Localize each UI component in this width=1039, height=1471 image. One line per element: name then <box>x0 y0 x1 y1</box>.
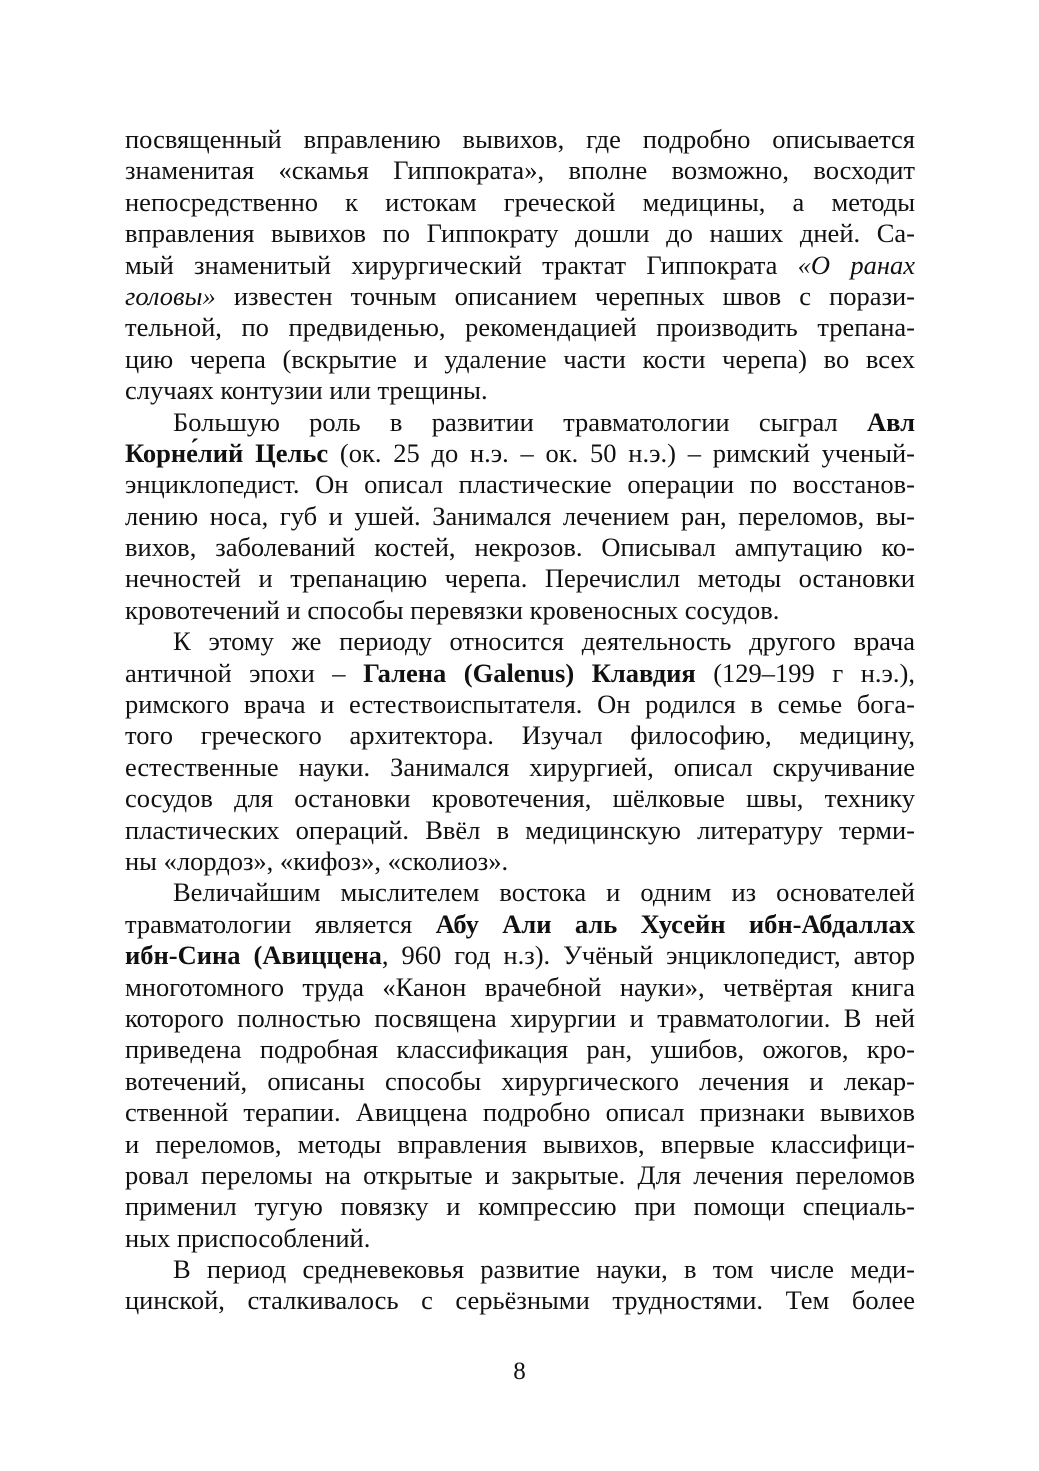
text-run: (ок. 25 до н.э. – ок. 50 н.э.) – римский ученый- <box>328 437 915 468</box>
text-line <box>125 1223 915 1254</box>
text-run: кровотечений и способы перевязки кровеносных сосудов. <box>125 594 780 625</box>
text-run: и переломов, методы вправления вывихов, впервые классифици- <box>125 1128 915 1159</box>
text-line <box>125 1097 915 1128</box>
text-run: приведена подробная классификация ран, ушибов, ожогов, кро- <box>125 1034 915 1065</box>
text-run: римского врача и естествоиспытателя. Он родился в семье бога- <box>125 689 915 720</box>
text-run: посвященный вправлению вывихов, где подробно описывается <box>125 124 915 154</box>
paragraph <box>125 877 915 1254</box>
text-line <box>125 689 915 720</box>
italic-text: «О ранах <box>797 249 915 280</box>
text-line <box>125 563 915 594</box>
text-line <box>125 1034 915 1065</box>
text-line <box>125 1254 915 1285</box>
text-line <box>125 783 915 814</box>
text-line <box>125 407 915 438</box>
text-run: применил тугую повязку и компрессию при помощи специаль- <box>125 1191 915 1222</box>
text-line <box>125 909 915 940</box>
text-line <box>125 469 915 500</box>
text-run: непосредственно к истокам греческой медицины, а методы <box>125 186 915 217</box>
paragraph <box>125 407 915 627</box>
text-run: многотомного труда «Канон врачебной науки», четвёртая книга <box>125 971 915 1002</box>
text-run: естественные науки. Занимался хирургией, описал скручивание <box>125 751 915 782</box>
text-line <box>125 344 915 375</box>
text-line <box>125 1191 915 1222</box>
text-run: цинской, сталкивалось с серьёзными трудностями. Тем более <box>125 1285 915 1316</box>
text-run: травматологии является <box>125 908 436 939</box>
text-line <box>125 1003 915 1034</box>
text-run: того греческого архитектора. Изучал философию, медицину, <box>125 720 915 751</box>
text-run: ровал переломы на открытые и закрытые. Для лечения переломов <box>125 1159 915 1190</box>
text-run: вотечений, описаны способы хирургического лечения и лекар- <box>125 1065 915 1096</box>
text-run: античной эпохи – <box>125 657 364 688</box>
text-run: (129–199 г н.э.), <box>695 657 915 688</box>
text-line <box>125 940 915 971</box>
text-line <box>125 1160 915 1191</box>
text-run: пластических операций. Ввёл в медицинскую литературу терми- <box>125 814 915 845</box>
paragraph <box>125 626 915 877</box>
text-line <box>125 281 915 312</box>
text-run: К этому же периоду относится деятельность другого врача <box>173 626 915 657</box>
text-run: которого полностью посвящена хирургии и травматологии. В ней <box>125 1002 915 1033</box>
text-run: ны «лордоз», «кифоз», «сколиоз». <box>125 845 509 876</box>
paragraph <box>125 1254 915 1317</box>
text-run: мый знаменитый хирургический трактат Гиппократа <box>125 249 798 280</box>
text-line <box>125 187 915 218</box>
text-line <box>125 1066 915 1097</box>
text-run: нечностей и трепанацию черепа. Перечислил методы остановки <box>125 563 915 594</box>
text-line <box>125 877 915 908</box>
text-line <box>125 595 915 626</box>
text-line <box>125 218 915 249</box>
text-run: лению носа, губ и ушей. Занимался лечением ран, переломов, вы- <box>125 500 915 531</box>
text-line <box>125 972 915 1003</box>
text-run: цию черепа (вскрытие и удаление части кости черепа) во всех <box>125 343 915 374</box>
text-run: вихов, заболеваний костей, некрозов. Описывал ампутацию ко- <box>125 532 915 563</box>
text-line <box>125 501 915 532</box>
text-run: энциклопедист. Он описал пластические операции по восстанов- <box>125 469 915 500</box>
text-line <box>125 312 915 343</box>
text-run: известен точным описанием черепных швов с порази- <box>215 280 915 311</box>
text-line <box>125 1285 915 1316</box>
text-line <box>125 658 915 689</box>
text-line <box>125 1129 915 1160</box>
text-line <box>125 626 915 657</box>
text-line <box>125 752 915 783</box>
text-run: ственной терапии. Авиццена подробно описал признаки вывихов <box>125 1097 915 1128</box>
text-run: Величайшим мыслителем востока и одним из основателей <box>173 877 915 908</box>
italic-text: головы» <box>125 280 216 311</box>
paragraph <box>125 124 915 407</box>
bold-text: Авл <box>867 406 915 437</box>
bold-text: Галена (Galenus) Клавдия <box>363 657 696 688</box>
page-number: 8 <box>513 1358 526 1385</box>
text-line <box>125 375 915 406</box>
bold-text: Абу Али аль Хусейн ибн-Абдаллах <box>435 908 915 939</box>
text-line <box>125 815 915 846</box>
text-run: сосудов для остановки кровотечения, шёлковые швы, технику <box>125 783 915 814</box>
text-run: ных приспособлений. <box>125 1222 371 1253</box>
text-line <box>125 155 915 186</box>
text-line <box>125 438 915 469</box>
text-run: , 960 год н.з). Учёный энциклопедист, автор <box>381 940 915 971</box>
text-line <box>125 532 915 563</box>
text-run: вправления вывихов по Гиппократу дошли до наших дней. Са- <box>125 218 915 249</box>
text-line <box>125 846 915 877</box>
text-run: В период средневековья развитие науки, в том числе меди- <box>173 1254 915 1285</box>
text-run: случаях контузии или трещины. <box>125 375 488 406</box>
text-run: Большую роль в развитии травматологии сыграл <box>173 406 868 437</box>
bold-text: Корне́лий Цельс <box>125 437 329 468</box>
text-line <box>125 250 915 281</box>
text-run: знаменитая «скамья Гиппократа», вполне возможно, восходит <box>125 155 915 186</box>
body-text <box>125 124 915 1317</box>
text-run: тельной, по предвиденью, рекомендацией производить трепана- <box>125 312 915 343</box>
text-line <box>125 720 915 751</box>
text-line <box>125 124 915 155</box>
bold-text: ибн-Сина (Авиццена <box>125 940 382 971</box>
